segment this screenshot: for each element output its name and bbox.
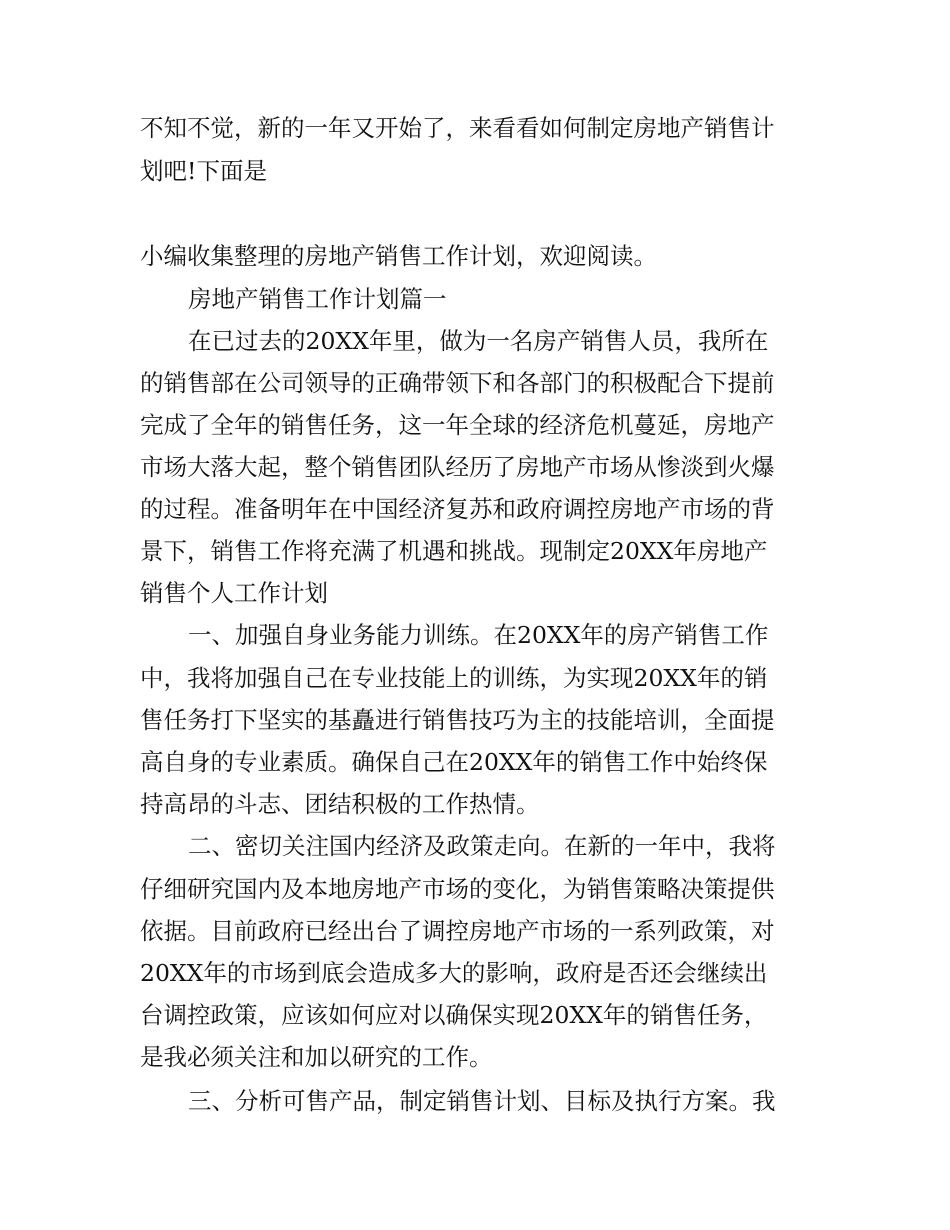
paragraph-1-line-7: 销售个人工作计划 [140, 579, 328, 607]
intro-line-3: 小编收集整理的房地产销售工作计划，欢迎阅读。 [140, 242, 657, 270]
paragraph-2-line-5: 持高昂的斗志、团结积极的工作热情。 [140, 790, 540, 818]
paragraph-4-line-1: 三、分析可售产品，制定销售计划、目标及执行方案。我 [188, 1087, 776, 1115]
paragraph-1-line-2: 的销售部在公司领导的正确带领下和各部门的积极配合下提前 [140, 369, 775, 397]
paragraph-3-line-6: 是我必须关注和加以研究的工作。 [140, 1043, 493, 1071]
paragraph-2-line-3: 售任务打下坚实的基矗进行销售技巧为主的技能培训，全面提 [140, 706, 775, 734]
paragraph-3-line-1: 二、密切关注国内经济及政策走向。在新的一年中，我将 [188, 832, 776, 860]
paragraph-1-line-6: 景下，销售工作将充满了机遇和挑战。现制定20XX年房地产 [140, 537, 768, 565]
paragraph-3-line-2: 仔细研究国内及本地房地产市场的变化，为销售策略决策提供 [140, 875, 775, 903]
paragraph-2-line-2: 中，我将加强自己在专业技能上的训练，为实现20XX年的销 [140, 664, 768, 692]
section-title: 房地产销售工作计划篇一 [188, 285, 447, 313]
paragraph-1-line-1: 在已过去的20XX年里，做为一名房产销售人员，我所在 [188, 327, 769, 355]
paragraph-3-line-4: 20XX年的市场到底会造成多大的影响，政府是否还会继续出 [140, 959, 768, 987]
paragraph-1-line-5: 的过程。准备明年在中国经济复苏和政府调控房地产市场的背 [140, 495, 775, 523]
paragraph-2-line-1: 一、加强自身业务能力训练。在20XX年的房产销售工作 [188, 621, 769, 649]
paragraph-3-line-3: 依据。目前政府已经出台了调控房地产市场的一系列政策，对 [140, 917, 775, 945]
paragraph-3-line-5: 台调控政策，应该如何应对以确保实现20XX年的销售任务， [140, 1001, 768, 1029]
intro-line-1: 不知不觉，新的一年又开始了，来看看如何制定房地产销售计 [140, 114, 775, 142]
paragraph-1-line-3: 完成了全年的销售任务，这一年全球的经济危机蔓延，房地产 [140, 411, 775, 439]
paragraph-2-line-4: 高自身的专业素质。确保自己在20XX年的销售工作中始终保 [140, 748, 768, 776]
paragraph-1-line-4: 市场大落大起，整个销售团队经历了房地产市场从惨淡到火爆 [140, 453, 775, 481]
intro-line-2: 划吧!下面是 [140, 157, 267, 185]
